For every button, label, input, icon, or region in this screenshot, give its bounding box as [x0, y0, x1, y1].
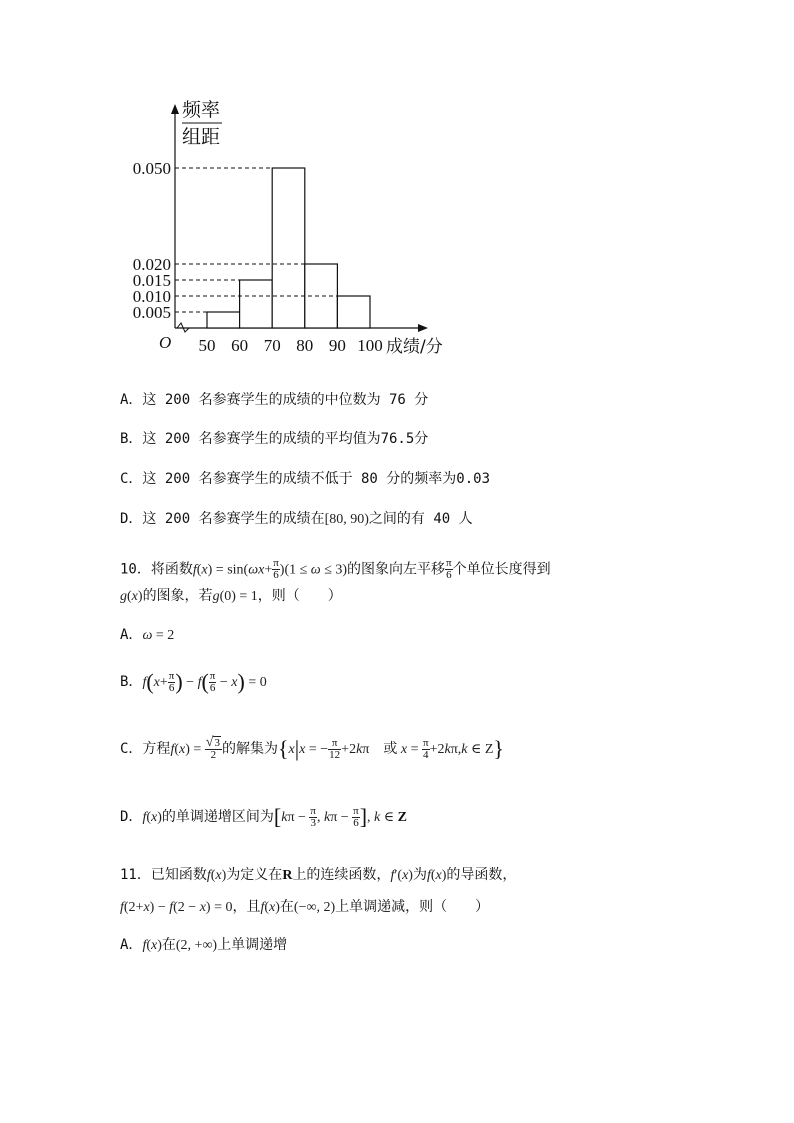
y-tick-label: 0.010: [132, 287, 171, 306]
q11-stem-line2: f(2+x) − f(2 − x) = 0，且f(x)在(−∞, 2)上单调递减，则（ ）: [120, 899, 490, 915]
x-tick-label: 60: [231, 336, 249, 355]
q9-option-b: B．这 200 名参赛学生的成绩的平均值为76.5分: [120, 431, 429, 447]
histogram-bar: [207, 312, 240, 328]
q10-formula-f: f: [192, 562, 197, 578]
frequency-histogram: [110, 92, 470, 362]
q10-stem-suffix: 个单位长度得到: [452, 561, 551, 578]
histogram-bar: [272, 168, 305, 328]
q9-option-d-interval: [80, 90): [324, 512, 369, 527]
q11-option-a-suffix: 上单调递增: [217, 937, 288, 953]
x-tick-label: 70: [263, 336, 281, 355]
histogram-bar: [240, 280, 273, 328]
q10-stem-line1: 10．将函数f(x) = sin(ωx+ $\frac{\pi}{6}$ )(1 ≤ ω ≤ 3)的图象向左平移 $\frac{\pi}{6}$ 个单位长度得到: [120, 557, 551, 581]
q9-option-c: C．这 200 名参赛学生的成绩不低于 80 分的频率为0.03: [120, 471, 491, 487]
x-axis-arrow: [418, 324, 428, 332]
q10-option-a: A．ω = 2: [120, 627, 175, 643]
q11-number: 11．已知函数: [120, 867, 207, 883]
q10-stem-line2-mid: 的图象，若: [142, 588, 213, 604]
q11-stem-mid1: 为定义在: [226, 867, 283, 883]
q11-stem-suffix: 的导函数，: [446, 867, 517, 883]
q11-stem-mid2: 上的连续函数，: [292, 867, 391, 883]
q11-option-a: A．f(x)在(2, +∞)上单调递增: [120, 937, 288, 953]
x-tick-label: 50: [198, 336, 216, 355]
q11-stem-line2-mid1: ，且: [232, 899, 261, 915]
q11-stem-line2-suffix: 上单调递减，则（ ）: [335, 899, 490, 915]
q10-stem-mid: 的图象向左平移: [347, 561, 446, 578]
q11-real-set: R: [282, 868, 293, 883]
q11-option-a-label: A．: [120, 937, 143, 953]
q10-number: 10．将函数: [120, 561, 193, 578]
y-tick-label: 0.020: [132, 255, 171, 274]
x-tick-label: 100: [357, 336, 383, 355]
q11-stem-line1: 11．已知函数f(x)为定义在R上的连续函数，f′(x)为f(x)的导函数，: [120, 867, 517, 883]
q10-option-d-label: D．: [120, 809, 143, 825]
x-tick-label: 80: [296, 336, 314, 355]
q10-shift-fraction: $\frac{\pi}{6}$: [446, 557, 452, 581]
q10-option-a-label: A．: [120, 627, 143, 643]
y-axis-label-denominator: 组距: [182, 126, 221, 148]
y-tick-label: 0.005: [132, 303, 171, 322]
q10-option-b: B．f(x+ $\frac{\pi}{6}$ ) − f( $\frac{\pi}{6}$ − x) = 0: [120, 669, 267, 694]
y-tick-label: 0.050: [132, 159, 171, 178]
q9-option-a: A．这 200 名参赛学生的成绩的中位数为 76 分: [120, 392, 429, 408]
x-axis-label: 成绩/分: [386, 337, 443, 357]
q10-option-b-label: B．: [120, 674, 143, 690]
q10-option-d: D．f(x)的单调递增区间为[kπ − $\frac{\pi}{3}$ , kπ − $\frac{\pi}{6}$ ], k ∈ Z: [120, 804, 407, 829]
q10-option-c: C．方程f(x) = $\frac{√3}{2}$ 的解集为{x|x = − $\frac{\pi}{12}$ +2kπ 或 x = $\frac{\pi}{4}$ +2kπ,k ∈ Z}: [120, 735, 504, 761]
q11-option-a-mid: 在: [161, 937, 176, 953]
q9-option-d-prefix: D．这 200 名参赛学生的成绩在: [120, 511, 325, 527]
q11-stem-mid3: 为: [412, 867, 427, 883]
q11-stem-line2-mid2: 在: [279, 899, 294, 915]
origin-label: O: [159, 333, 172, 352]
q10-option-c-label: C．方程: [120, 741, 171, 757]
histogram-bar: [337, 296, 370, 328]
q9-option-d-suffix: 之间的有 40 人: [368, 511, 473, 527]
y-axis-label-numerator: 频率: [182, 99, 221, 121]
y-tick-label: 0.015: [132, 271, 171, 290]
x-tick-label: 90: [328, 336, 346, 355]
q10-stem-line2-suffix: ，则（ ）: [257, 588, 342, 604]
histogram-svg: [110, 92, 470, 362]
q9-option-d: [120, 508, 473, 528]
q10-stem-line2: g(x)的图象，若g(0) = 1，则（ ）: [120, 588, 342, 604]
q10-option-c-mid: 的解集为: [221, 741, 278, 757]
y-axis-arrow: [171, 104, 179, 114]
q10-option-c-or: 或: [383, 741, 398, 757]
q10-option-d-mid: 的单调递增区间为: [161, 809, 274, 825]
